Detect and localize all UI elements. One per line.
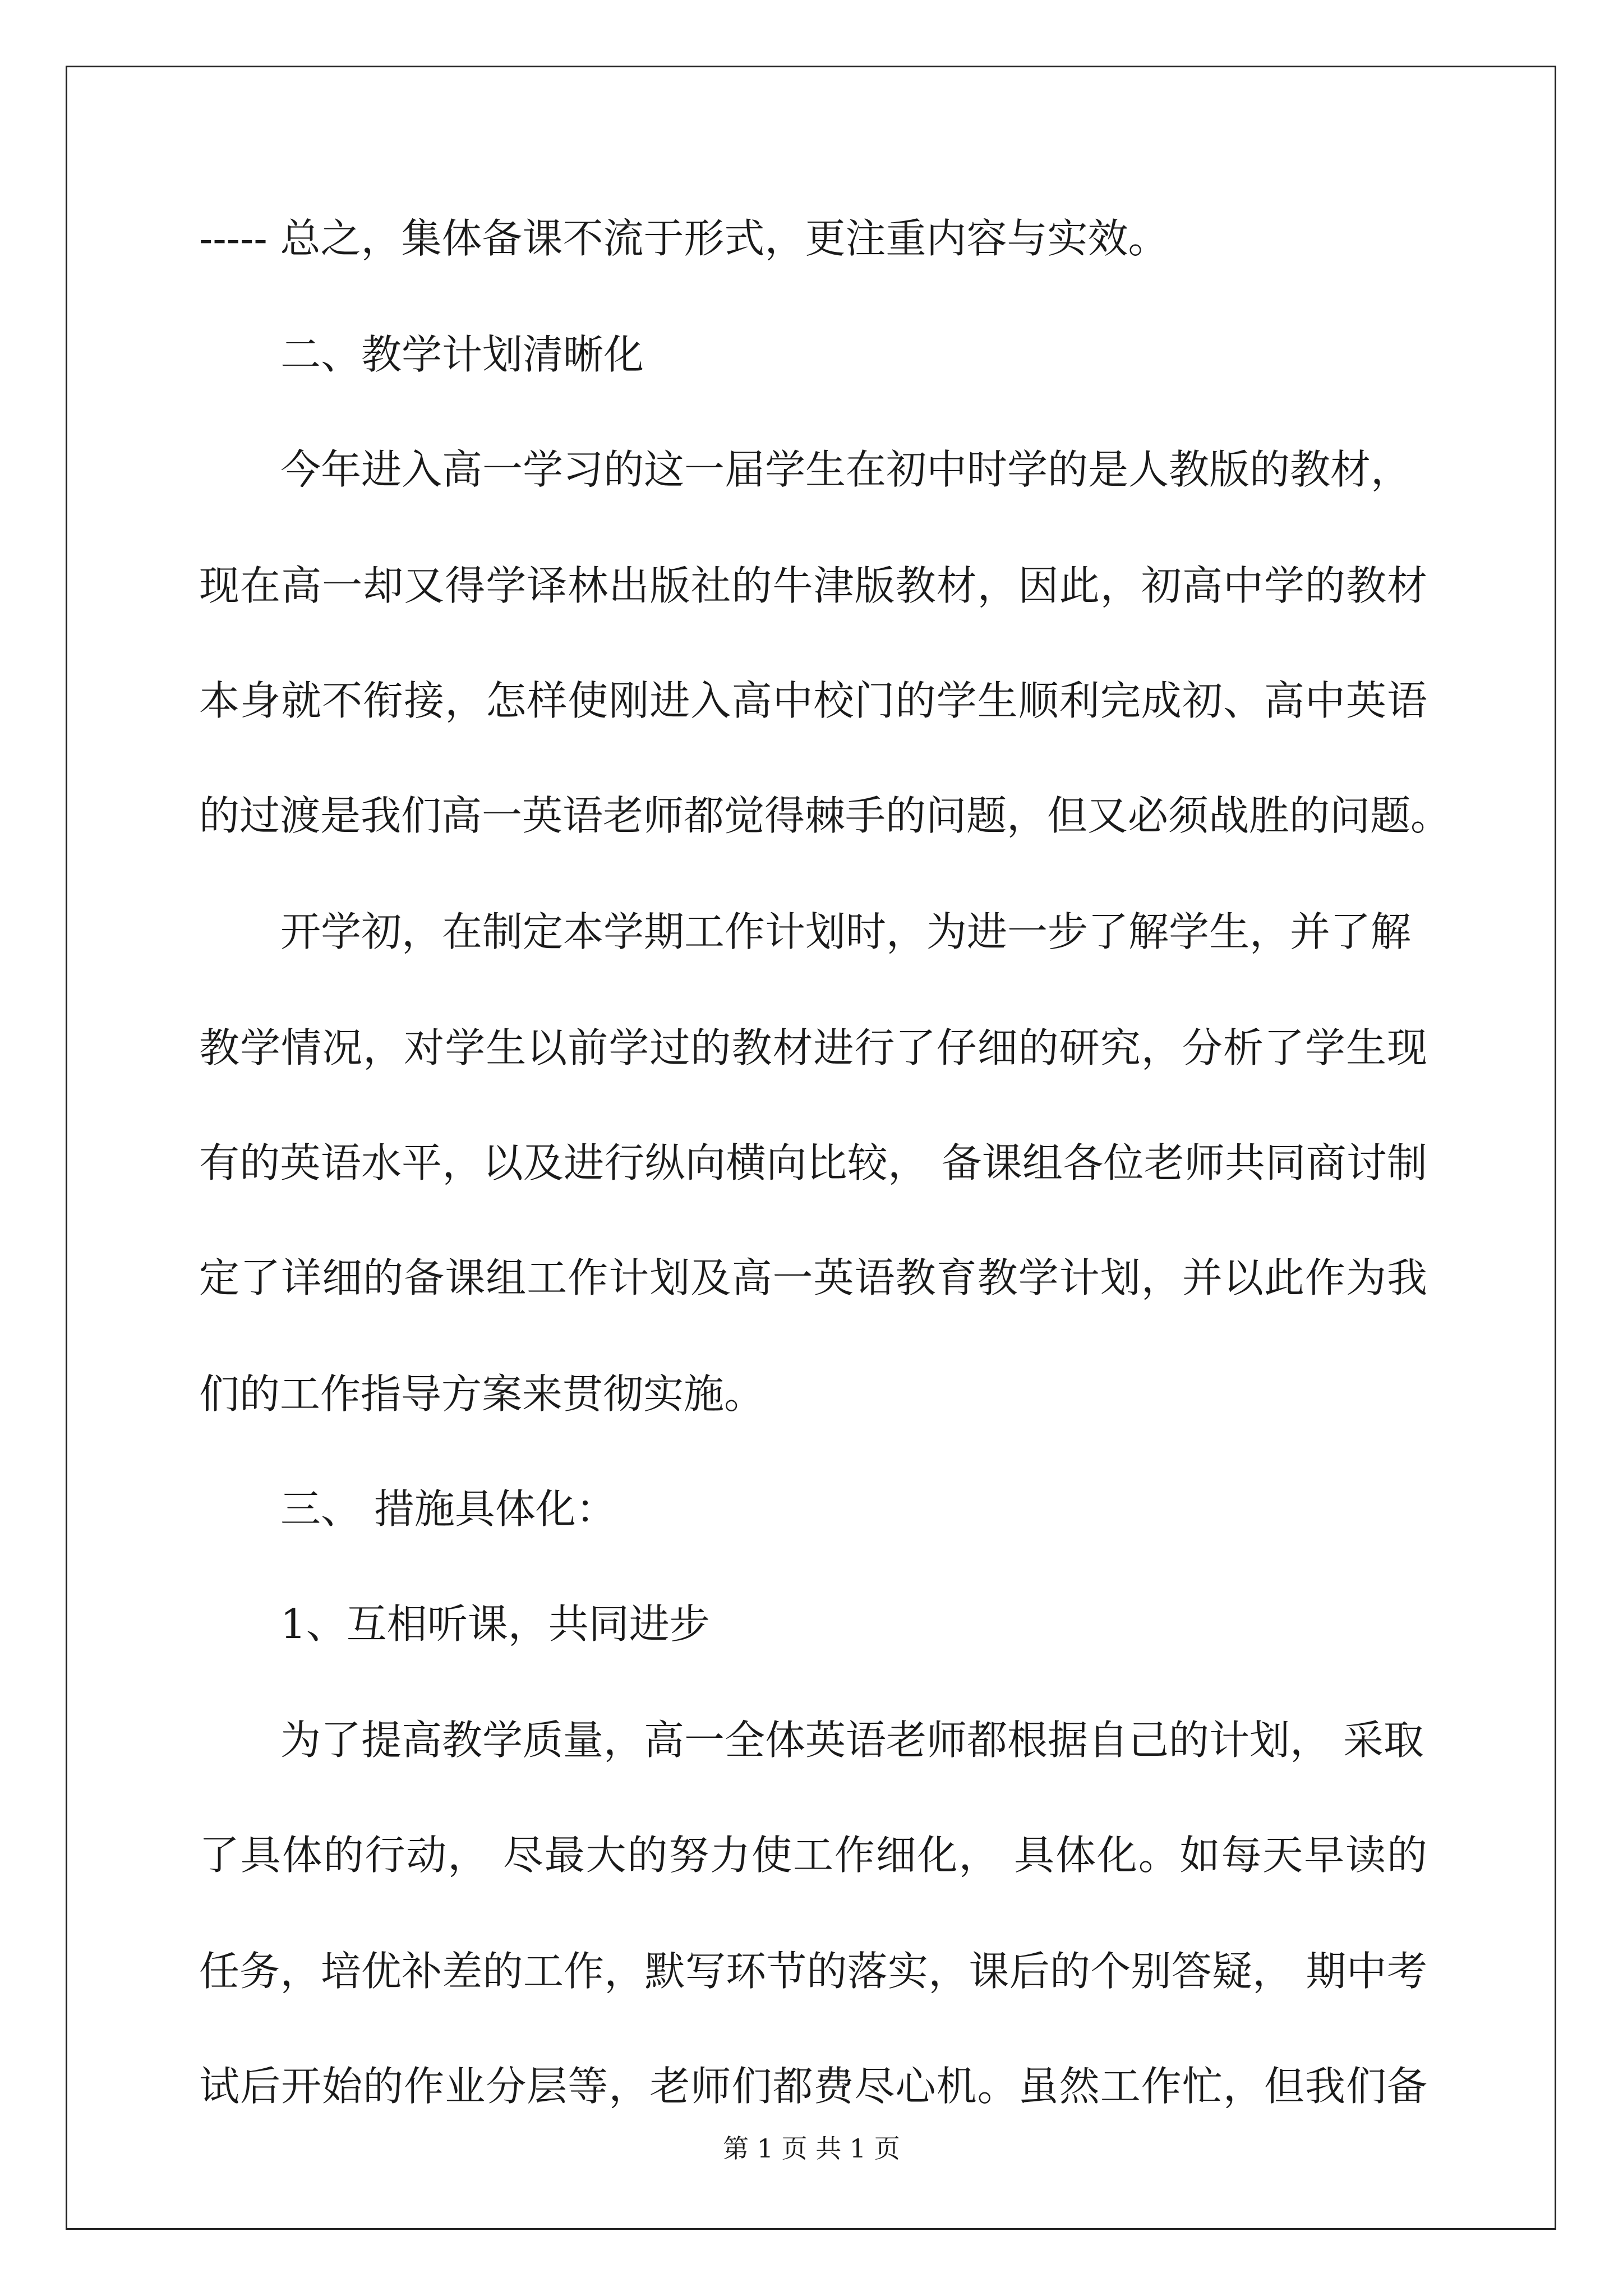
paragraph-line: 开学初，在制定本学期工作计划时，为进一步了解学生，并了解 — [280, 908, 1412, 955]
paragraph-line: 今年进入高一学习的这一届学生在初中时学的是人教版的教材， — [280, 446, 1412, 493]
paragraph-line: 了具体的行动， 尽最大的努力使工作细化， 具体化。如每天早读的 — [199, 1832, 1427, 1879]
page-number-footer: 第 1 页 共 1 页 — [723, 2133, 900, 2164]
paragraph-line: 为了提高教学质量，高一全体英语老师都根据自己的计划， 采取 — [280, 1717, 1424, 1764]
paragraph-line: 现在高一却又得学译林出版社的牛津版教材，因此，初高中学的教材 — [199, 562, 1427, 609]
section-heading: 二、教学计划清晰化 — [280, 331, 644, 378]
paragraph-line: 教学情况，对学生以前学过的教材进行了仔细的研究，分析了学生现 — [199, 1024, 1427, 1071]
paragraph-line: 任务，培优补差的工作，默写环节的落实，课后的个别答疑， 期中考 — [199, 1948, 1427, 1995]
paragraph-line: 有的英语水平，以及进行纵向横向比较， 备课组各位老师共同商讨制 — [199, 1139, 1427, 1186]
paragraph-line: 本身就不衔接，怎样使刚进入高中校门的学生顺利完成初、高中英语 — [199, 677, 1427, 724]
paragraph-line: ----- 总之，集体备课不流于形式，更注重内容与实效。 — [199, 215, 1169, 262]
paragraph-line: 们的工作指导方案来贯彻实施。 — [199, 1370, 765, 1418]
paragraph-line: 的过渡是我们高一英语老师都觉得棘手的问题，但又必须战胜的问题。 — [199, 792, 1451, 839]
subsection-heading: 1、互相听课，共同进步 — [280, 1600, 710, 1648]
section-heading: 三、 措施具体化： — [280, 1485, 616, 1533]
paragraph-line: 定了详细的备课组工作计划及高一英语教育教学计划，并以此作为我 — [199, 1254, 1427, 1301]
paragraph-line: 试后开始的作业分层等，老师们都费尽心机。虽然工作忙，但我们备 — [199, 2063, 1427, 2110]
